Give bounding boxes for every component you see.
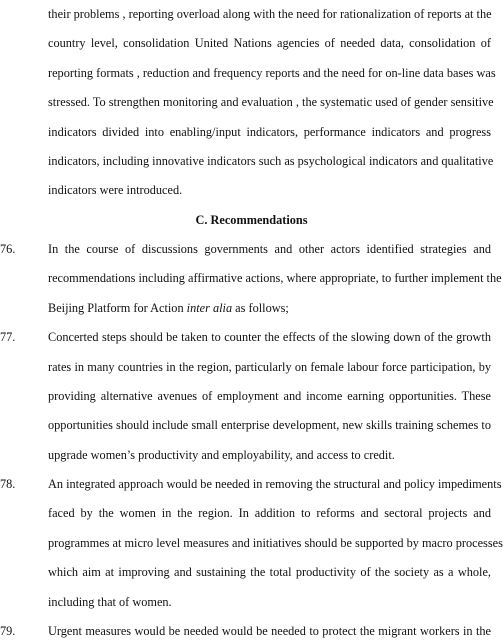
text-line: including that of women. <box>48 595 172 609</box>
text-line: faced by the women in the region. In addition to reforms and sectoral projects and <box>48 506 491 520</box>
text-line: reporting formats , reduction and frequency reports and the need for on-line data bases was <box>48 66 496 80</box>
paragraph-number: 76. <box>0 242 16 256</box>
text-line: stressed. To strengthen monitoring and evaluation , the systematic used of gender sensitive <box>48 95 494 109</box>
text-line: In the course of discussions governments and other actors identified strategies and <box>48 242 491 256</box>
text-line: upgrade women’s productivity and employability, and access to credit. <box>48 448 395 462</box>
text-line: providing alternative avenues of employment and income earning opportunities. These <box>48 389 491 403</box>
text-span: as follows; <box>232 301 289 315</box>
text-line: indicators, including innovative indicators such as psychological indicators and qualitative <box>48 154 494 168</box>
text-line: rates in many countries in the region, particularly on female labour force participation, by <box>48 360 491 374</box>
text-span: Beijing Platform for Action <box>48 301 187 315</box>
text-line: country level, consolidation United Nations agencies of needed data, consolidation of <box>48 36 491 50</box>
section-heading: C. Recommendations <box>195 213 308 227</box>
text-line: their problems , reporting overload along with the need for rationalization of reports at the <box>48 7 492 21</box>
paragraph-number: 78. <box>0 477 16 491</box>
text-line: indicators were introduced. <box>48 183 183 197</box>
text-line: opportunities should include small enterprise development, new skills training schemes to <box>48 418 491 432</box>
paragraph-number: 79. <box>0 624 16 638</box>
text-line: recommendations including affirmative actions, where appropriate, to further implement the <box>48 271 502 285</box>
text-line <box>48 300 491 316</box>
text-line: programmes at micro level measures and initiatives should be supported by macro processes <box>48 536 503 550</box>
text-line: An integrated approach would be needed in removing the structural and policy impediments <box>48 477 502 491</box>
text-line: Concerted steps should be taken to counter the effects of the slowing down of the growth <box>48 330 491 344</box>
text-line: Urgent measures would be needed would be needed to protect the migrant workers in the <box>48 624 491 638</box>
text-line: indicators divided into enabling/input indicators, performance indicators and progress <box>48 125 491 139</box>
italic-text: inter alia <box>186 301 233 315</box>
text-line: which aim at improving and sustaining the total productivity of the society as a whole, <box>48 565 491 579</box>
paragraph-number: 77. <box>0 330 16 344</box>
